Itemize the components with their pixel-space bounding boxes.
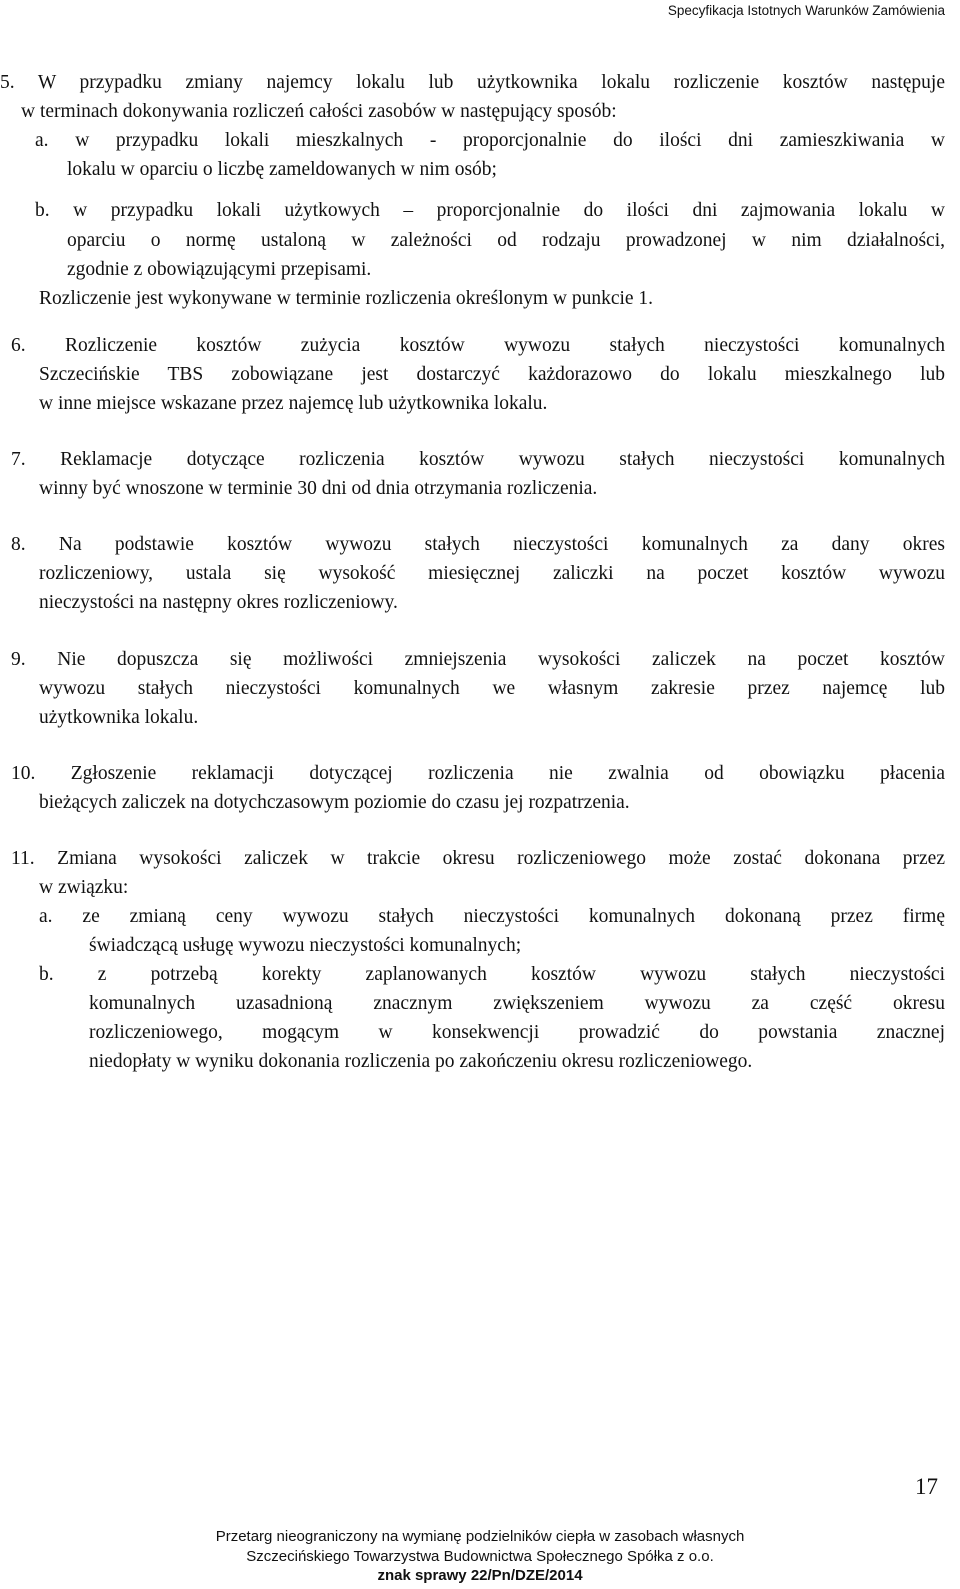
text-line: 10. Zgłoszenie reklamacji dotyczącej rozliczenia nie zwalnia od obowiązku płacenia bbox=[11, 763, 945, 784]
text-line: 9. Nie dopuszcza się możliwości zmniejszenia wysokości zaliczek na poczet kosztów bbox=[11, 649, 945, 670]
text-line: 8. Na podstawie kosztów wywozu stałych nieczystości komunalnych za dany okres bbox=[11, 534, 945, 555]
text-line: oparciu o normę ustaloną w zależności od rodzaju prowadzonej w nim działalności, bbox=[67, 230, 945, 251]
text-line: a. w przypadku lokali mieszkalnych - proporcjonalnie do ilości dni zamieszkiwania w bbox=[35, 130, 945, 151]
text-line: użytkownika lokalu. bbox=[39, 707, 199, 728]
text-line: rozliczeniowy, ustala się wysokość miesięcznej zaliczki na poczet kosztów wywozu bbox=[39, 563, 945, 584]
text-line: w inne miejsce wskazane przez najemcę lub użytkownika lokalu. bbox=[39, 393, 548, 414]
text-line: 6. Rozliczenie kosztów zużycia kosztów wywozu stałych nieczystości komunalnych bbox=[11, 335, 945, 356]
text-line: rozliczeniowego, mogącym w konsekwencji prowadzić do powstania znacznej bbox=[89, 1022, 945, 1043]
text-line: lokalu w oparciu o liczbę zameldowanych w nim osób; bbox=[67, 159, 497, 180]
text-line: w terminach dokonywania rozliczeń całości zasobów w następujący sposób: bbox=[21, 101, 617, 122]
text-line: w związku: bbox=[39, 877, 129, 898]
text-line: 11. Zmiana wysokości zaliczek w trakcie okresu rozliczeniowego może zostać dokonana przez bbox=[11, 848, 945, 869]
footer-line: Szczecińskiego Towarzystwa Budownictwa Społecznego Spółka z o.o. bbox=[246, 1548, 714, 1565]
text-line: a. ze zmianą ceny wywozu stałych nieczystości komunalnych dokonaną przez firmę bbox=[39, 906, 945, 927]
text-line: wywozu stałych nieczystości komunalnych we własnym zakresie przez najemcę lub bbox=[39, 678, 945, 699]
text-line: 5. W przypadku zmiany najemcy lokalu lub użytkownika lokalu rozliczenie kosztów następuje bbox=[0, 72, 945, 93]
text-line: Szczecińskie TBS zobowiązane jest dostarczyć każdorazowo do lokalu mieszkalnego lub bbox=[39, 364, 945, 385]
text-line: zgodnie z obowiązującymi przepisami. bbox=[67, 259, 372, 280]
text-line: b. z potrzebą korekty zaplanowanych kosztów wywozu stałych nieczystości bbox=[39, 964, 945, 985]
page-header bbox=[0, 0, 960, 22]
text-line: Rozliczenie jest wykonywane w terminie rozliczenia określonym w punkcie 1. bbox=[39, 288, 654, 309]
text-line: bieżących zaliczek na dotychczasowym poziomie do czasu jej rozpatrzenia. bbox=[39, 792, 630, 813]
text-line: komunalnych uzasadnioną znacznym zwiększeniem wywozu za część okresu bbox=[89, 993, 945, 1014]
page-number: 17 bbox=[915, 1474, 938, 1499]
text-line: niedopłaty w wyniku dokonania rozliczenia po zakończeniu okresu rozliczeniowego. bbox=[89, 1051, 753, 1072]
text-line: b. w przypadku lokali użytkowych – proporcjonalnie do ilości dni zajmowania lokalu w bbox=[35, 200, 945, 221]
text-line: winny być wnoszone w terminie 30 dni od dnia otrzymania rozliczenia. bbox=[39, 478, 598, 499]
footer-case-number: znak sprawy 22/Pn/DZE/2014 bbox=[377, 1567, 583, 1584]
footer-line: Przetarg nieograniczony na wymianę podzielników ciepła w zasobach własnych bbox=[215, 1528, 745, 1545]
header-title: Specyfikacja Istotnych Warunków Zamówienia bbox=[667, 3, 945, 18]
text-line: świadczącą usługę wywozu nieczystości komunalnych; bbox=[89, 935, 522, 956]
text-line: 7. Reklamacje dotyczące rozliczenia kosztów wywozu stałych nieczystości komunalnych bbox=[11, 449, 945, 470]
text-line: nieczystości na następny okres rozliczeniowy. bbox=[39, 592, 398, 613]
